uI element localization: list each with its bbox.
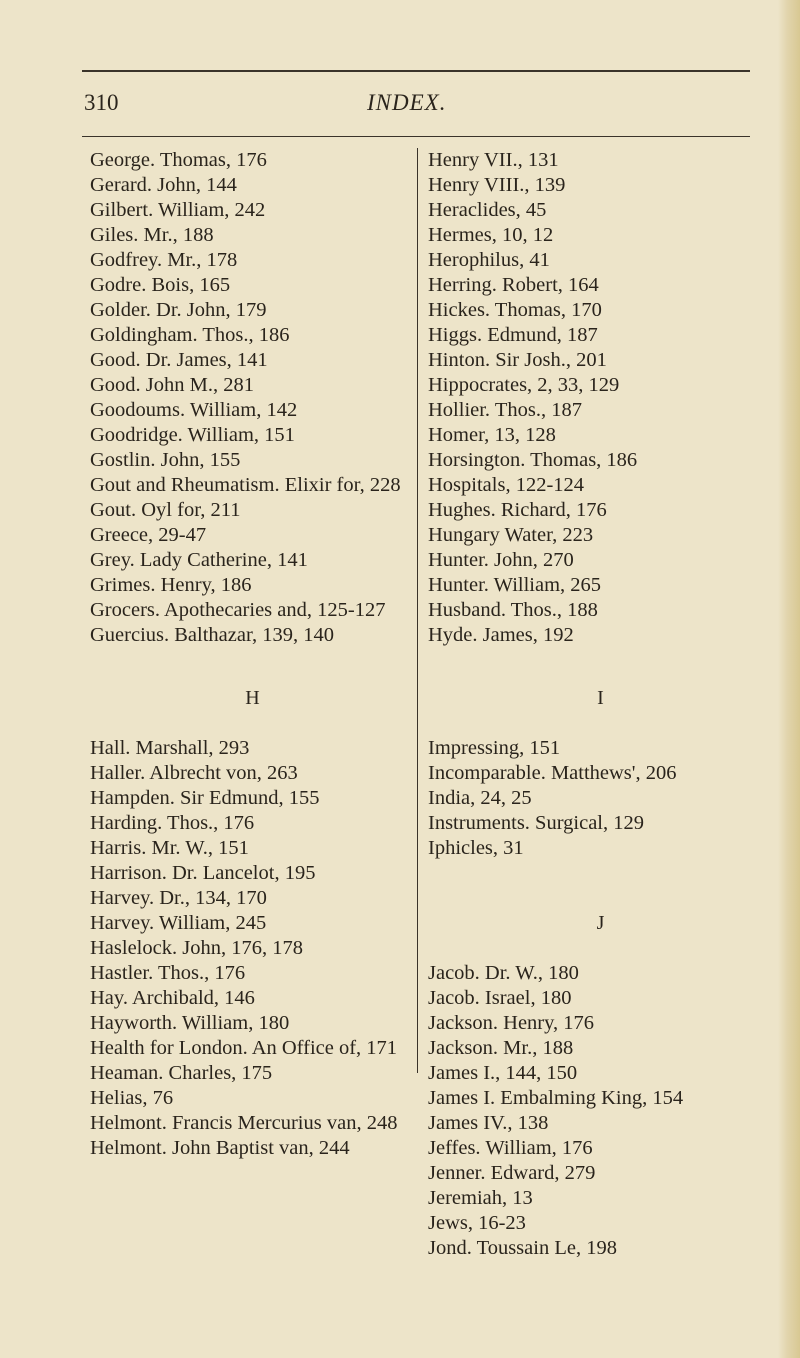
index-entry: Hyde. James, 192 bbox=[428, 624, 574, 646]
index-entry: Guercius. Balthazar, 139, 140 bbox=[90, 624, 334, 646]
index-entry: Jacob. Israel, 180 bbox=[428, 987, 572, 1009]
index-entry: Hollier. Thos., 187 bbox=[428, 399, 582, 421]
index-entry: Henry VIII., 139 bbox=[428, 174, 566, 196]
index-entry: Jeffes. William, 176 bbox=[428, 1137, 593, 1159]
index-entry: Heaman. Charles, 175 bbox=[90, 1062, 273, 1084]
section-h-entries-continued bbox=[428, 148, 773, 648]
index-entry: Instruments. Surgical, 129 bbox=[428, 812, 644, 834]
left-column bbox=[90, 148, 415, 1161]
index-entry: Hall. Marshall, 293 bbox=[90, 737, 250, 759]
index-entry: James I., 144, 150 bbox=[428, 1062, 578, 1084]
spacer bbox=[428, 673, 773, 686]
index-entry: Hunter. John, 270 bbox=[428, 549, 574, 571]
spacer bbox=[428, 886, 773, 911]
section-i-entries bbox=[428, 736, 773, 861]
index-entry: Health for London. An Office of, 171 bbox=[90, 1037, 398, 1059]
index-entry: Godre. Bois, 165 bbox=[90, 274, 231, 296]
index-entry: Grey. Lady Catherine, 141 bbox=[90, 549, 308, 571]
index-entry: Heraclides, 45 bbox=[428, 199, 547, 221]
section-letter-i: I bbox=[597, 687, 604, 709]
index-entry: Homer, 13, 128 bbox=[428, 424, 556, 446]
index-entry: Higgs. Edmund, 187 bbox=[428, 324, 598, 346]
index-entry: Iphicles, 31 bbox=[428, 837, 524, 859]
index-entry: Gout. Oyl for, 211 bbox=[90, 499, 241, 521]
index-entry: Henry VII., 131 bbox=[428, 149, 559, 171]
index-entry: Harrison. Dr. Lancelot, 195 bbox=[90, 862, 316, 884]
index-entry: Grimes. Henry, 186 bbox=[90, 574, 252, 596]
index-entry: Helias, 76 bbox=[90, 1087, 174, 1109]
index-entry: Greece, 29-47 bbox=[90, 524, 207, 546]
index-entry: Hunter. William, 265 bbox=[428, 574, 602, 596]
index-entry: Hermes, 10, 12 bbox=[428, 224, 554, 246]
index-entry: Hughes. Richard, 176 bbox=[428, 499, 607, 521]
spacer bbox=[428, 936, 773, 961]
top-rule bbox=[82, 70, 750, 72]
index-entry: Haller. Albrecht von, 263 bbox=[90, 762, 298, 784]
spacer bbox=[90, 648, 415, 661]
index-entry: Jenner. Edward, 279 bbox=[428, 1162, 596, 1184]
section-j-entries bbox=[428, 961, 773, 1261]
spacer bbox=[428, 648, 773, 673]
index-entry: Godfrey. Mr., 178 bbox=[90, 249, 238, 271]
column-divider bbox=[417, 148, 418, 1073]
index-entry: Harris. Mr. W., 151 bbox=[90, 837, 249, 859]
index-entry: Hospitals, 122-124 bbox=[428, 474, 585, 496]
section-letter-h: H bbox=[245, 687, 260, 709]
section-h-entries bbox=[90, 736, 415, 1161]
index-entry: James I. Embalming King, 154 bbox=[428, 1087, 684, 1109]
index-entry: Hastler. Thos., 176 bbox=[90, 962, 246, 984]
header-rule bbox=[82, 136, 750, 137]
index-entry: Harding. Thos., 176 bbox=[90, 812, 255, 834]
index-entry: Goldingham. Thos., 186 bbox=[90, 324, 290, 346]
index-entry: India, 24, 25 bbox=[428, 787, 532, 809]
index-entry: Goodridge. William, 151 bbox=[90, 424, 295, 446]
page-number: 310 bbox=[84, 90, 119, 115]
section-g-entries bbox=[90, 148, 415, 648]
index-entry: Harvey. Dr., 134, 170 bbox=[90, 887, 267, 909]
index-entry: Goodoums. William, 142 bbox=[90, 399, 298, 421]
running-head-title: INDEX. bbox=[367, 90, 447, 115]
index-entry: Hay. Archibald, 146 bbox=[90, 987, 255, 1009]
spacer bbox=[90, 711, 415, 736]
index-entry: Hinton. Sir Josh., 201 bbox=[428, 349, 607, 371]
page-edge bbox=[778, 0, 800, 1358]
index-entry: Herophilus, 41 bbox=[428, 249, 550, 271]
index-entry: Jews, 16-23 bbox=[428, 1212, 526, 1234]
index-entry: Husband. Thos., 188 bbox=[428, 599, 598, 621]
section-letter-j: J bbox=[596, 912, 605, 934]
right-column bbox=[428, 148, 773, 1261]
index-entry: Hickes. Thomas, 170 bbox=[428, 299, 602, 321]
index-entry: Gilbert. William, 242 bbox=[90, 199, 266, 221]
index-entry: James IV., 138 bbox=[428, 1112, 549, 1134]
index-entry: Gout and Rheumatism. Elixir for, 228 bbox=[90, 474, 401, 496]
index-entry: Harvey. William, 245 bbox=[90, 912, 267, 934]
index-entry: Helmont. Francis Mercurius van, 248 bbox=[90, 1112, 398, 1134]
index-entry: Giles. Mr., 188 bbox=[90, 224, 214, 246]
index-entry: Jacob. Dr. W., 180 bbox=[428, 962, 579, 984]
index-entry: Jond. Toussain Le, 198 bbox=[428, 1237, 617, 1259]
index-entry: Helmont. John Baptist van, 244 bbox=[90, 1137, 350, 1159]
spacer bbox=[428, 861, 773, 886]
index-entry: Hampden. Sir Edmund, 155 bbox=[90, 787, 320, 809]
index-entry: Hungary Water, 223 bbox=[428, 524, 594, 546]
index-entry: Haslelock. John, 176, 178 bbox=[90, 937, 303, 959]
index-entry: George. Thomas, 176 bbox=[90, 149, 267, 171]
index-entry: Impressing, 151 bbox=[428, 737, 561, 759]
index-entry: Good. Dr. James, 141 bbox=[90, 349, 268, 371]
index-entry: Gostlin. John, 155 bbox=[90, 449, 241, 471]
index-entry: Gerard. John, 144 bbox=[90, 174, 237, 196]
index-entry: Jackson. Mr., 188 bbox=[428, 1037, 574, 1059]
index-entry: Horsington. Thomas, 186 bbox=[428, 449, 638, 471]
index-entry: Golder. Dr. John, 179 bbox=[90, 299, 267, 321]
spacer bbox=[428, 711, 773, 736]
index-entry: Herring. Robert, 164 bbox=[428, 274, 599, 296]
index-entry: Good. John M., 281 bbox=[90, 374, 255, 396]
index-entry: Jackson. Henry, 176 bbox=[428, 1012, 595, 1034]
index-entry: Grocers. Apothecaries and, 125-127 bbox=[90, 599, 386, 621]
spacer bbox=[90, 661, 415, 686]
index-entry: Jeremiah, 13 bbox=[428, 1187, 533, 1209]
index-entry: Hayworth. William, 180 bbox=[90, 1012, 290, 1034]
index-entry: Hippocrates, 2, 33, 129 bbox=[428, 374, 620, 396]
index-entry: Incomparable. Matthews', 206 bbox=[428, 762, 677, 784]
